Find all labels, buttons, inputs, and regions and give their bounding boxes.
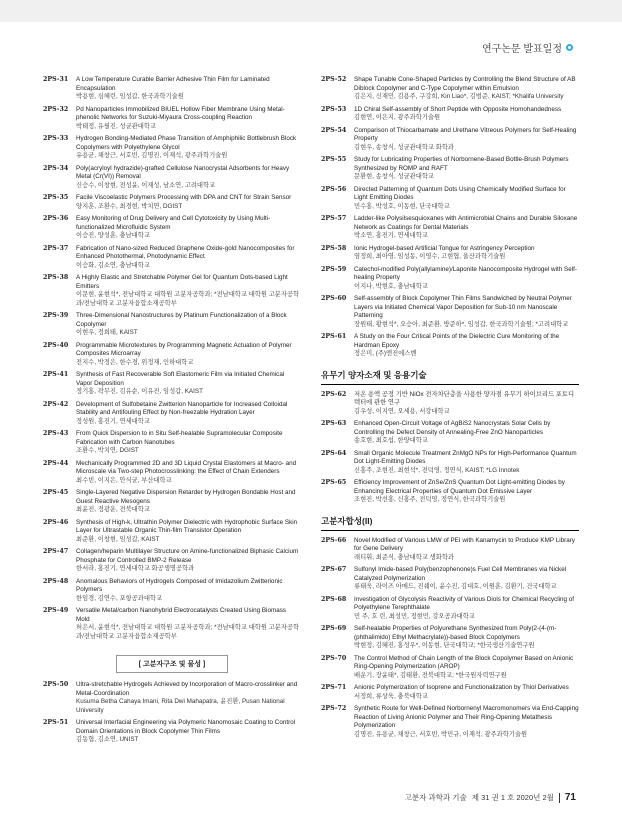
abstract-entry bbox=[321, 245, 579, 262]
abstract-entry bbox=[43, 342, 301, 368]
entry-code: 2PS-42 bbox=[43, 400, 69, 408]
entry-authors: 한서라, 홍진기, 연세대학교 화공생명공학과 bbox=[76, 565, 195, 572]
entry-title: Self-healable Properties of Polyurethane Synthesized from Poly(2-(4-(m-(phthalimido) Ethyl Methacrylate))-based Block Copolymers bbox=[354, 625, 557, 641]
entry-authors: 이지나, 박현호, 충남대학교 bbox=[354, 282, 428, 290]
footer-divider bbox=[559, 793, 560, 803]
entry-title: Synthesis of Fast Recoverable Soft Elastomeric Film via Initiated Chemical Vapor Deposition bbox=[76, 371, 285, 387]
abstract-entry bbox=[321, 295, 579, 329]
entry-code: 2PS-49 bbox=[43, 607, 69, 614]
page-header bbox=[482, 40, 573, 55]
entry-title: Facile Viscoelastic Polymers Processing with DPA and CNT for Strain Sensor bbox=[76, 194, 292, 201]
entry-title: Programmable Microtextures by Programming Magnetic Actuation of Polymer Composites Microarray bbox=[76, 341, 292, 357]
abstract-entry bbox=[321, 215, 579, 241]
entry-code: 2PS-37 bbox=[43, 244, 69, 252]
entry-code: 2PS-44 bbox=[43, 459, 69, 467]
entry-code: 2PS-46 bbox=[43, 518, 69, 526]
abstract-entry bbox=[321, 106, 579, 123]
entry-code: 2PS-59 bbox=[321, 265, 347, 273]
entry-title: Collagen/heparin Multilayer Structure on Amine-functionalized Biphasic Calcium Phosphate for Controlled BMP-2 Release bbox=[76, 548, 299, 564]
entry-code: 2PS-71 bbox=[321, 684, 347, 691]
entry-authors: 염정희, 최아영, 임성동, 이영수, 고현협, 울산과학기술원 bbox=[354, 253, 506, 260]
entry-title: Self-assembly of Block Copolymer Thin Films Sandwiched by Neutral Polymer Layers via Initiated Chemical Vapor Deposition for Sub-10 nm Nanoscale Patterning bbox=[354, 295, 572, 319]
abstract-entry bbox=[43, 371, 301, 397]
entry-title: Ladder-like Polysilsesquioxanes with Antimicrobial Chains and Durable Siloxane Network as Coatings for Dental Materials bbox=[354, 215, 578, 231]
footer-journal: 고분자 과학과 기술 bbox=[404, 793, 467, 802]
abstract-entry bbox=[43, 245, 301, 271]
entry-authors: 이문현, 윤현석*, 전남대학교 대학원 고분자공학과; *전남대학교 대학원 고분자공학과/전남대학교 고분자융합소재공학부 bbox=[76, 291, 300, 307]
entry-authors: 신승수, 이창현, 전성윤, 이재성, 남소연, 고려대학교 bbox=[76, 181, 216, 189]
entry-authors: 최수빈, 이지은, 안식균, 부산대학교 bbox=[76, 476, 172, 484]
entry-code: 2PS-57 bbox=[321, 215, 347, 222]
abstract-entry bbox=[43, 607, 301, 641]
abstract-entry bbox=[321, 625, 579, 651]
entry-authors: 정성원, 홍진기, 연세대학교 bbox=[76, 417, 150, 425]
abstract-entry bbox=[43, 578, 301, 604]
entry-title: Hydrogen Bonding-Mediated Phase Transition of Amphiphilic Bottlebrush Block Copolymers with Polyethylene Glycol bbox=[76, 135, 297, 151]
entry-code: 2PS-53 bbox=[321, 105, 347, 113]
entry-authors: 장원태, 황현석*, 오승아, 최준환, 방준하*, 임성갑, 한국과학기술원; *고려대학교 bbox=[354, 320, 569, 328]
entry-code: 2PS-62 bbox=[321, 390, 347, 398]
entry-code: 2PS-36 bbox=[43, 215, 69, 222]
page-number: 71 bbox=[564, 792, 576, 803]
entry-code: 2PS-56 bbox=[321, 185, 347, 193]
entry-title: Ionic Hydrogel-based Artificial Tongue for Astringency Perception bbox=[354, 244, 535, 252]
entry-code: 2PS-33 bbox=[43, 135, 69, 142]
abstract-entry bbox=[321, 333, 579, 359]
abstract-entry bbox=[321, 684, 579, 701]
entry-title: Single-Layered Negative Dispersion Retarder by Hydrogen Bondable Host and Guest Reactive Mesogens bbox=[76, 489, 296, 505]
right-column bbox=[321, 76, 579, 743]
entry-title: 저온 용액 공정 기반 NiOx 전자차단층을 사용한 양자점 유무기 하이브리드 포토디텍터에 관한 연구 bbox=[354, 390, 575, 406]
abstract-entry bbox=[43, 548, 301, 574]
abstract-entry bbox=[321, 596, 579, 622]
entry-title: Small Organic Molecule Treatment ZnMgO NPs for High-Performance Quantum Dot Light-Emitting Diodes bbox=[354, 449, 577, 465]
entry-title: Easy Monitoring of Drug Delivery and Cell Cytotoxicity by Using Multi-functionalized Microfluidic System bbox=[76, 215, 271, 231]
abstract-entry bbox=[43, 274, 301, 308]
entry-title: A Highly Elastic and Stretchable Polymer Gel for Quantum Dots-based Light Emitters bbox=[76, 274, 288, 290]
abstract-entry bbox=[321, 566, 579, 592]
entry-code: 2PS-47 bbox=[43, 548, 69, 555]
entry-title: Synthesis of High-k, Ultrathin Polymer Dielectric with Hydrophobic Surface Skin Layer for Ultrastable Organic Thin-film Transistor Operation bbox=[76, 518, 298, 534]
entry-authors: 김우성, 이지연, 오세용, 서강대학교 bbox=[354, 407, 450, 415]
entry-authors: 이현우, 정희태, KAIST bbox=[76, 329, 138, 336]
entry-authors: 이승진, 양성훈, 충남대학교 bbox=[76, 232, 150, 239]
entry-authors: 최윤진, 정광운, 전북대학교 bbox=[76, 506, 150, 513]
entry-code: 2PS-38 bbox=[43, 274, 69, 281]
entry-authors: 박소연, 홍진기, 연세대학교 bbox=[354, 232, 428, 239]
entry-title: Directed Patterning of Quantum Dots Using Chemically Modified Surface for Light Emitting Diodes bbox=[354, 185, 566, 201]
entry-title: Fabrication of Nano-sized Reduced Graphene Oxide-gold Nanocomposites for Enhanced Photothermal, Photodynamic Effect bbox=[76, 244, 295, 260]
entry-authors: 류태욱, 라이즈 아메드, 진쉐이, 윤수진, 김대호, 이원훈, 김환기, 건국대학교 bbox=[354, 583, 557, 590]
entry-authors: 박태정, 유필진, 성균관대학교 bbox=[76, 122, 156, 130]
abstract-entry bbox=[43, 215, 301, 241]
entry-title: From Quick Dispersion to in Situ Self-healable Supramolecular Composite Fabrication with Carbon Nanotubes bbox=[76, 430, 283, 446]
entry-title: Versatile Metal/carbon Nanohybrid Electrocatalysts Created Using Biomass Mold bbox=[76, 607, 286, 623]
entry-title: Mechanically Programmed 2D and 3D Liquid Crystal Elastomers at Macro- and Microscale via Two-step Photocrosslinking: the Effect of Chain Extenders bbox=[76, 459, 297, 475]
entry-authors: 김현연, 이은지, 광주과학기술원 bbox=[354, 114, 441, 121]
entry-title: A Low Temperature Curable Barrier Adhesive Thin Film for Laminated Encapsulation bbox=[76, 76, 270, 92]
abstract-entry bbox=[321, 537, 579, 563]
abstract-entry bbox=[43, 719, 301, 745]
entry-code: 2PS-52 bbox=[321, 76, 347, 83]
entry-code: 2PS-54 bbox=[321, 126, 347, 134]
abstract-entry bbox=[321, 127, 579, 153]
entry-code: 2PS-39 bbox=[43, 312, 69, 319]
abstract-entry bbox=[43, 401, 301, 427]
entry-code: 2PS-40 bbox=[43, 341, 69, 349]
top-band bbox=[0, 0, 622, 22]
entry-authors: Kusuma Betha Cahaya Imani, Rita Dwi Mahapatra, 윤진환, Pusan National University bbox=[76, 698, 285, 714]
entry-code: 2PS-64 bbox=[321, 449, 347, 457]
entry-authors: 조환수, 박치연, DGIST bbox=[76, 447, 139, 454]
abstract-entry bbox=[43, 460, 301, 486]
section-heading-quantum: 유무기 양자소재 및 응용기술 bbox=[321, 367, 579, 385]
footer-issue: 제 31 권 1 호 2020년 2월 bbox=[471, 793, 554, 802]
entry-code: 2PS-34 bbox=[43, 164, 69, 172]
entry-code: 2PS-58 bbox=[321, 244, 347, 252]
entry-title: Catechol-modified Poly(allylamine)/Laponite Nanocomposite Hydrogel with Self-healing Property bbox=[354, 265, 577, 281]
entry-code: 2PS-32 bbox=[43, 105, 69, 113]
entry-code: 2PS-31 bbox=[43, 76, 69, 83]
entry-title: 1D Chiral Self-assembly of Short Peptide with Opposite Homohandedness bbox=[354, 105, 562, 113]
entry-authors: 김현우, 송창식, 성균관대학교 화학과 bbox=[354, 143, 454, 151]
entry-code: 2PS-70 bbox=[321, 654, 347, 662]
abstract-entry bbox=[43, 312, 301, 338]
abstract-entry bbox=[321, 156, 579, 182]
abstract-entry bbox=[43, 681, 301, 715]
entry-authors: 허은서, 윤현석*, 전남대학교 대학원 고분자공학과; *전남대학교 대학원 고분자공학과/전남대학교 고분자융합소재공학부 bbox=[76, 624, 300, 640]
entry-code: 2PS-67 bbox=[321, 566, 347, 573]
entry-code: 2PS-69 bbox=[321, 625, 347, 632]
entry-authors: 신홍주, 조현진, 최현석*, 전덕영, 정연식, KAIST; *LG Innotek bbox=[354, 466, 520, 474]
entry-authors: 이승화, 김소연, 충남대학교 bbox=[76, 261, 150, 269]
entry-authors: 문환현, 송창식, 성균관대학교 bbox=[354, 173, 434, 180]
entry-authors: 민 주, 호 린, 최성민, 정현민, 강오공과대학교 bbox=[354, 612, 475, 620]
section-heading-structure: [ 고분자구조 및 물성 ] bbox=[116, 655, 228, 673]
entry-code: 2PS-63 bbox=[321, 420, 347, 427]
abstract-entry bbox=[321, 266, 579, 292]
abstract-entry bbox=[43, 135, 301, 161]
entry-title: Study for Lubricating Properties of Norbornene-Based Bottle-Brush Polymers Synthesized by ROMP and RAFT bbox=[354, 156, 569, 172]
entry-code: 2PS-48 bbox=[43, 577, 69, 585]
abstract-entry bbox=[321, 76, 579, 102]
abstract-entry bbox=[43, 489, 301, 515]
abstract-entry bbox=[321, 391, 579, 417]
entry-code: 2PS-43 bbox=[43, 430, 69, 437]
abstract-entry bbox=[321, 186, 579, 212]
entry-code: 2PS-61 bbox=[321, 333, 347, 340]
entry-title: Investigation of Glycolysis Reactivity of Various Diols for Chemical Recycling of Polyethylene Terephthalate bbox=[354, 595, 575, 611]
entry-authors: 송호현, 최호섭, 한양대학교 bbox=[354, 437, 428, 444]
abstract-entry bbox=[321, 479, 579, 505]
entry-authors: 최준환, 이창현, 임성갑, KAIST bbox=[76, 535, 160, 543]
abstract-entry bbox=[321, 450, 579, 476]
entry-authors: 정기홍, 곽무진, 김유순, 이유진, 임성갑, KAIST bbox=[76, 388, 203, 395]
entry-title: A Study on the Four Critical Points of the Dielectric Cure Monitoring of the Hardman Epoxy bbox=[354, 333, 560, 349]
entry-title: Three-Dimensional Nanostructures by Platinum Functionalization of a Block Copolymer bbox=[76, 312, 287, 328]
entry-authors: 래티휘, 최준식, 충남대학교 생화학과 bbox=[354, 553, 454, 561]
entry-title: Efficiency Improvement of ZnSe/ZnS Quantum Dot Light-emitting Diodes by Enhancing Electrical Properties of Quantum Dot Emissive Layer bbox=[354, 479, 565, 495]
entry-authors: 김은지, 신재민, 김용주, 구강희, Kin Liao*, 김범준, KAIST; *Khalifa University bbox=[354, 93, 564, 100]
entry-title: Sulfonyl Imide-based Poly(benzophenone)s Fuel Cell Membranes via Nickel Catalyzed Polymerization bbox=[354, 566, 567, 582]
entry-authors: 김동협, 김소연, UNIST bbox=[76, 736, 139, 743]
entry-title: Anomalous Behaviors of Hydrogels Composed of Imidazolium Zwitterionic Polymers bbox=[76, 577, 283, 593]
left-column bbox=[43, 76, 301, 749]
entry-authors: 양지훈, 조환수, 최경현, 박치연, DGIST bbox=[76, 202, 183, 210]
abstract-entry bbox=[43, 76, 301, 102]
entry-title: Anionic Polymerization of Isoprene and Functionalization by Thiol Derivatives bbox=[354, 684, 569, 691]
entry-authors: 조현진, 박선홍, 신홍주, 전덕영, 정연식, 한국과학기술원 bbox=[354, 496, 506, 503]
abstract-entry bbox=[43, 165, 301, 191]
abstract-entry bbox=[321, 705, 579, 739]
entry-title: Synthetic Route for Well-Defined Norbornenyl Macromonomers via End-Capping Reaction of Living Anionic Polymer and Their Ring-Opening Metathesis Polymerization bbox=[354, 705, 579, 729]
entry-title: Pd Nanoparticles Immobilized BIUEL Hollow Fiber Membrane Using Metal-phenolic Networks for Suzuki-Miyaura Cross-coupling Reaction bbox=[76, 105, 285, 121]
entry-code: 2PS-51 bbox=[43, 719, 69, 726]
entry-code: 2PS-35 bbox=[43, 194, 69, 201]
entry-title: Development of Sulfobetaine Zwitterion Nanoparticle for Increased Colloidal Stability and Antifouling Effect by Non-freezable Hydration Layer bbox=[76, 400, 288, 416]
entry-authors: 정은미, (주)엔진에스벤 bbox=[354, 350, 417, 357]
entry-authors: 전지수, 박정은, 한수경, 위정재, 인하대학교 bbox=[76, 358, 194, 366]
abstract-entry bbox=[43, 194, 301, 211]
entry-title: Poly(acryloyl hydrazide)-grafted Cellulose Nanocrystal Adsorbents for Heavy Metal (Cr(VI)) Removal bbox=[76, 164, 290, 180]
entry-authors: 배운기, 장윤태*, 김태환, 전북대학교; *한국원자력연구원 bbox=[354, 671, 507, 679]
entry-title: Ultra-stretchable Hydrogels Achieved by Incorporation of Macro-crosslinker and Metal-Coordination bbox=[76, 681, 298, 697]
entry-code: 2PS-65 bbox=[321, 479, 347, 486]
page-footer bbox=[405, 792, 576, 803]
abstract-entry bbox=[43, 430, 301, 456]
entry-code: 2PS-60 bbox=[321, 295, 347, 302]
entry-title: Novel Modified of Various LMW of PEI with Kanamycin to Produce KMP Library for Gene Delivery bbox=[354, 536, 575, 552]
entry-authors: 유용균, 채창근, 서호빈, 김명진, 이재석, 광주과학기술원 bbox=[76, 152, 228, 159]
entry-authors: 민수홍, 박성호, 이동현, 단국대학교 bbox=[354, 202, 450, 210]
entry-code: 2PS-41 bbox=[43, 371, 69, 378]
entry-title: The Control Method of Chain Length of the Block Copolymer Based on Anionic Ring-Opening Polymerization (AROP) bbox=[354, 654, 574, 670]
entry-authors: 박용현, 심혜린, 임성갑, 한국과학기술원 bbox=[76, 93, 184, 100]
abstract-entry bbox=[43, 519, 301, 545]
entry-title: Enhanced Open-Circuit Voltage of AgBiS2 Nanocrystals Solar Cells by Controlling the Defect Density of Annealing-Free ZnO Nanoparticles bbox=[354, 420, 551, 436]
entry-code: 2PS-45 bbox=[43, 489, 69, 496]
entry-title: Universal Interfacial Engineering via Polymeric Nanomosaic Coating to Control Domain Orientations in Block Copolymer Thin Films bbox=[76, 719, 296, 735]
entry-authors: 서정희, 류상욱, 충북대학교 bbox=[354, 692, 428, 700]
abstract-entry bbox=[321, 655, 579, 681]
circle-icon bbox=[566, 44, 573, 51]
entry-code: 2PS-66 bbox=[321, 536, 347, 544]
entry-authors: 한임경, 김연수, 포항공과대학교 bbox=[76, 594, 163, 602]
entry-title: Comparison of Thiocarbamate and Urethane Vitreous Polymers for Self-Healing Property bbox=[354, 126, 577, 142]
section-heading-synthesis: 고분자합성(II) bbox=[321, 513, 579, 531]
entry-code: 2PS-68 bbox=[321, 595, 347, 603]
entry-code: 2PS-72 bbox=[321, 705, 347, 712]
entry-code: 2PS-55 bbox=[321, 156, 347, 163]
abstract-entry bbox=[43, 106, 301, 132]
entry-code: 2PS-50 bbox=[43, 681, 69, 688]
entry-authors: 김명진, 유용균, 채창근, 서호빈, 박민규, 이재석, 광주과학기술원 bbox=[354, 730, 528, 738]
abstract-entry bbox=[321, 420, 579, 446]
entry-authors: 박현정, 김혜진, 홍성우*, 이동현, 단국대학교; *한국생산기술연구원 bbox=[354, 642, 535, 649]
header-title: 연구논문 발표일정 bbox=[481, 44, 562, 55]
entry-title: Shape Tunable Cone-Shaped Particles by Controlling the Blend Structure of AB Diblock Copolymer and C-Type Copolymer within Emulsion bbox=[354, 76, 576, 92]
